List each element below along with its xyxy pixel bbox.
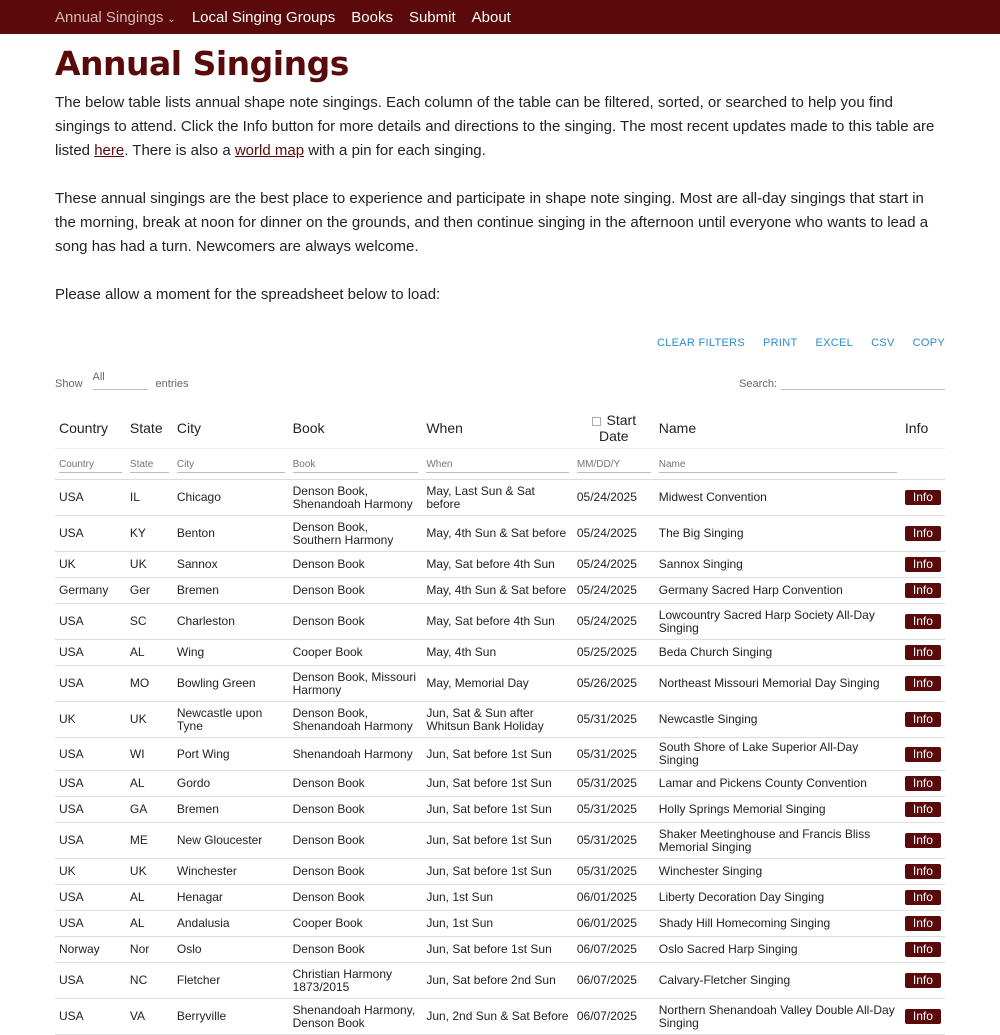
table-row	[55, 823, 945, 859]
checkbox-icon[interactable]	[592, 417, 601, 426]
cell-country: UK	[55, 859, 126, 885]
cell-state: SC	[126, 604, 173, 640]
cell-info	[901, 552, 945, 578]
cell-state: AL	[126, 640, 173, 666]
cell-book: Denson Book	[289, 797, 423, 823]
cell-start-date: 05/26/2025	[573, 666, 655, 702]
cell-start-date: 06/01/2025	[573, 885, 655, 911]
info-button[interactable]: Info	[905, 776, 941, 791]
cell-info	[901, 797, 945, 823]
cell-state: UK	[126, 702, 173, 738]
cell-state: AL	[126, 771, 173, 797]
cell-book: Shenandoah Harmony, Denson Book	[289, 999, 423, 1035]
cell-book: Denson Book	[289, 885, 423, 911]
cell-start-date: 05/24/2025	[573, 516, 655, 552]
cell-city: Winchester	[173, 859, 289, 885]
header-city[interactable]: City	[176, 420, 201, 436]
cell-start-date: 05/31/2025	[573, 823, 655, 859]
table-toolbar	[55, 337, 945, 349]
cell-state: NC	[126, 963, 173, 999]
table-row	[55, 937, 945, 963]
cell-city: Benton	[173, 516, 289, 552]
cell-book: Denson Book	[289, 552, 423, 578]
filter-book-input[interactable]	[293, 457, 419, 473]
cell-country: USA	[55, 604, 126, 640]
cell-book: Denson Book, Missouri Harmony	[289, 666, 423, 702]
cell-name: The Big Singing	[655, 516, 901, 552]
cell-name: Oslo Sacred Harp Singing	[655, 937, 901, 963]
filter-state-input[interactable]	[130, 457, 169, 473]
cell-name: Germany Sacred Harp Convention	[655, 578, 901, 604]
cell-city: Berryville	[173, 999, 289, 1035]
cell-city: Bowling Green	[173, 666, 289, 702]
cell-state: ME	[126, 823, 173, 859]
cell-info	[901, 604, 945, 640]
table-row	[55, 911, 945, 937]
cell-when: Jun, Sat before 1st Sun	[422, 738, 573, 771]
info-button[interactable]: Info	[905, 490, 941, 505]
header-start-date[interactable]	[573, 408, 655, 449]
cell-name: Shady Hill Homecoming Singing	[655, 911, 901, 937]
cell-book: Denson Book	[289, 604, 423, 640]
cell-info	[901, 702, 945, 738]
cell-city: Newcastle upon Tyne	[173, 702, 289, 738]
info-button[interactable]: Info	[905, 802, 941, 817]
cell-city: New Gloucester	[173, 823, 289, 859]
table-row	[55, 738, 945, 771]
cell-name: Lowcountry Sacred Harp Society All-Day Singing	[655, 604, 901, 640]
cell-country: USA	[55, 738, 126, 771]
cell-when: Jun, Sat before 1st Sun	[422, 859, 573, 885]
table-row	[55, 578, 945, 604]
cell-name: Northern Shenandoah Valley Double All-Day Singing	[655, 999, 901, 1035]
cell-state: MO	[126, 666, 173, 702]
info-button[interactable]: Info	[905, 833, 941, 848]
search-label: Search:	[739, 378, 777, 390]
cell-country: Norway	[55, 937, 126, 963]
info-button[interactable]: Info	[905, 645, 941, 660]
cell-name: Shaker Meetinghouse and Francis Bliss Memorial Singing	[655, 823, 901, 859]
cell-city: Charleston	[173, 604, 289, 640]
cell-state: AL	[126, 885, 173, 911]
table-row	[55, 480, 945, 516]
info-button[interactable]: Info	[905, 557, 941, 572]
cell-country: USA	[55, 963, 126, 999]
cell-info	[901, 823, 945, 859]
cell-state: GA	[126, 797, 173, 823]
search-input[interactable]	[781, 371, 945, 390]
cell-country: USA	[55, 911, 126, 937]
table-controls	[55, 371, 945, 390]
table-row	[55, 640, 945, 666]
cell-when: Jun, Sat before 1st Sun	[422, 937, 573, 963]
filter-city-input[interactable]	[177, 457, 285, 473]
cell-start-date: 05/31/2025	[573, 797, 655, 823]
cell-info	[901, 937, 945, 963]
cell-city: Andalusia	[173, 911, 289, 937]
info-button[interactable]: Info	[905, 712, 941, 727]
print-button[interactable]: PRINT	[763, 337, 798, 349]
cell-when: May, Sat before 4th Sun	[422, 604, 573, 640]
table-row	[55, 859, 945, 885]
cell-state: AL	[126, 911, 173, 937]
clear-filters-button[interactable]: CLEAR FILTERS	[656, 337, 746, 349]
cell-info	[901, 911, 945, 937]
cell-name: Midwest Convention	[655, 480, 901, 516]
info-button[interactable]: Info	[905, 676, 941, 691]
cell-info	[901, 963, 945, 999]
table-row	[55, 963, 945, 999]
info-button[interactable]: Info	[905, 747, 941, 762]
cell-city: Wing	[173, 640, 289, 666]
info-button[interactable]: Info	[905, 583, 941, 598]
cell-state: WI	[126, 738, 173, 771]
cell-country: USA	[55, 797, 126, 823]
cell-info	[901, 738, 945, 771]
header-start-label: Start	[606, 412, 637, 428]
main-content	[0, 44, 1000, 1035]
cell-country: USA	[55, 480, 126, 516]
table-row	[55, 702, 945, 738]
cell-when: May, Sat before 4th Sun	[422, 552, 573, 578]
cell-name: South Shore of Lake Superior All-Day Singing	[655, 738, 901, 771]
cell-state: VA	[126, 999, 173, 1035]
cell-when: Jun, 1st Sun	[422, 885, 573, 911]
filter-name-input[interactable]	[659, 457, 897, 473]
nav-about[interactable]: About	[471, 8, 511, 26]
cell-country: Germany	[55, 578, 126, 604]
cell-when: May, 4th Sun & Sat before	[422, 578, 573, 604]
show-entries	[55, 371, 189, 390]
header-row	[55, 408, 945, 449]
cell-state: UK	[126, 552, 173, 578]
cell-when: May, Memorial Day	[422, 666, 573, 702]
cell-info	[901, 885, 945, 911]
intro-text-b: . There is also a	[124, 142, 235, 159]
header-country[interactable]: Country	[59, 420, 109, 436]
cell-state: Ger	[126, 578, 173, 604]
cell-book: Denson Book, Shenandoah Harmony	[289, 480, 423, 516]
cell-book: Denson Book	[289, 771, 423, 797]
table-row	[55, 666, 945, 702]
filter-when-input[interactable]	[426, 457, 569, 473]
info-button[interactable]: Info	[905, 614, 941, 629]
header-date-label: Date	[599, 428, 629, 444]
cell-book: Denson Book	[289, 859, 423, 885]
cell-name: Holly Springs Memorial Singing	[655, 797, 901, 823]
csv-button[interactable]: CSV	[871, 337, 895, 349]
cell-info	[901, 999, 945, 1035]
copy-button[interactable]: COPY	[912, 337, 945, 349]
cell-start-date: 05/31/2025	[573, 738, 655, 771]
cell-state: KY	[126, 516, 173, 552]
cell-country: UK	[55, 552, 126, 578]
table-row	[55, 516, 945, 552]
cell-info	[901, 640, 945, 666]
filter-date-input[interactable]	[577, 457, 651, 473]
description-paragraph: These annual singings are the best place to experience and participate in shape note singing. Most are all-day singings that start in the morning, break at noon for dinner on the grounds, and then continue singing in the afternoon until everyone who wants to lead a song has had a turn. Newcomers are always welcome.	[55, 190, 929, 255]
table-row	[55, 999, 945, 1035]
cell-state: Nor	[126, 937, 173, 963]
excel-button[interactable]: EXCEL	[815, 337, 854, 349]
cell-start-date: 05/24/2025	[573, 578, 655, 604]
table-body	[55, 480, 945, 1035]
cell-book: Denson Book	[289, 578, 423, 604]
intro-text-a: The below table lists annual shape note singings. Each column of the table can be filtered, sorted, or searched to help you find singings to attend. Click the Info button for more details and directions to the singing. The most recent updates made to this table are listed	[55, 94, 935, 159]
cell-info	[901, 666, 945, 702]
info-button[interactable]: Info	[905, 1009, 941, 1024]
table-row	[55, 604, 945, 640]
cell-when: Jun, Sat before 2nd Sun	[422, 963, 573, 999]
cell-country: USA	[55, 516, 126, 552]
cell-start-date: 06/07/2025	[573, 999, 655, 1035]
filter-country-input[interactable]	[59, 457, 122, 473]
header-info: Info	[904, 420, 929, 436]
cell-state: IL	[126, 480, 173, 516]
cell-country: UK	[55, 702, 126, 738]
world-map-link[interactable]: world map	[234, 142, 305, 159]
cell-book: Denson Book, Southern Harmony	[289, 516, 423, 552]
info-button[interactable]: Info	[905, 942, 941, 957]
cell-city: Sannox	[173, 552, 289, 578]
info-button[interactable]: Info	[905, 890, 941, 905]
cell-when: May, 4th Sun & Sat before	[422, 516, 573, 552]
cell-book: Denson Book	[289, 937, 423, 963]
cell-start-date: 05/25/2025	[573, 640, 655, 666]
cell-country: USA	[55, 666, 126, 702]
cell-start-date: 05/24/2025	[573, 480, 655, 516]
cell-city: Bremen	[173, 578, 289, 604]
cell-start-date: 05/31/2025	[573, 702, 655, 738]
cell-country: USA	[55, 771, 126, 797]
cell-when: Jun, 1st Sun	[422, 911, 573, 937]
cell-book: Shenandoah Harmony	[289, 738, 423, 771]
cell-when: Jun, 2nd Sun & Sat Before	[422, 999, 573, 1035]
header-when[interactable]: When	[426, 420, 463, 436]
cell-info	[901, 859, 945, 885]
cell-info	[901, 578, 945, 604]
cell-start-date: 05/24/2025	[573, 552, 655, 578]
nav-books[interactable]: Books	[351, 8, 393, 26]
cell-when: Jun, Sat before 1st Sun	[422, 797, 573, 823]
info-button[interactable]: Info	[905, 526, 941, 541]
nav-annual-singings-label: Annual Singings	[55, 8, 164, 26]
cell-city: Chicago	[173, 480, 289, 516]
cell-when: May, Last Sun & Sat before	[422, 480, 573, 516]
cell-book: Christian Harmony 1873/2015	[289, 963, 423, 999]
singings-table	[55, 408, 945, 1035]
updates-link[interactable]: here	[94, 142, 125, 159]
cell-book: Cooper Book	[289, 640, 423, 666]
cell-start-date: 05/24/2025	[573, 604, 655, 640]
cell-start-date: 05/31/2025	[573, 859, 655, 885]
cell-name: Calvary-Fletcher Singing	[655, 963, 901, 999]
info-button[interactable]: Info	[905, 864, 941, 879]
cell-start-date: 05/31/2025	[573, 771, 655, 797]
cell-city: Port Wing	[173, 738, 289, 771]
info-button[interactable]: Info	[905, 973, 941, 988]
cell-country: USA	[55, 823, 126, 859]
navbar	[0, 0, 1000, 34]
cell-state: UK	[126, 859, 173, 885]
cell-country: USA	[55, 640, 126, 666]
cell-city: Fletcher	[173, 963, 289, 999]
nav-local-singing-groups[interactable]: Local Singing Groups	[191, 8, 336, 26]
table-row	[55, 797, 945, 823]
cell-info	[901, 480, 945, 516]
loading-note: Please allow a moment for the spreadsheet below to load:	[55, 286, 441, 303]
search-box	[739, 371, 945, 390]
cell-when: Jun, Sat before 1st Sun	[422, 823, 573, 859]
cell-start-date: 06/07/2025	[573, 963, 655, 999]
cell-book: Cooper Book	[289, 911, 423, 937]
cell-city: Henagar	[173, 885, 289, 911]
cell-country: USA	[55, 885, 126, 911]
cell-name: Northeast Missouri Memorial Day Singing	[655, 666, 901, 702]
cell-city: Oslo	[173, 937, 289, 963]
cell-name: Winchester Singing	[655, 859, 901, 885]
cell-book: Denson Book	[289, 823, 423, 859]
show-label: Show	[55, 378, 83, 390]
header-book[interactable]: Book	[292, 420, 325, 436]
cell-name: Lamar and Pickens County Convention	[655, 771, 901, 797]
cell-info	[901, 516, 945, 552]
intro-text-c: with a pin for each singing.	[304, 142, 486, 159]
info-button[interactable]: Info	[905, 916, 941, 931]
nav-annual-singings[interactable]	[55, 9, 176, 26]
nav-submit[interactable]: Submit	[408, 8, 456, 26]
cell-name: Newcastle Singing	[655, 702, 901, 738]
cell-when: Jun, Sat before 1st Sun	[422, 771, 573, 797]
header-state[interactable]: State	[129, 420, 163, 436]
cell-when: May, 4th Sun	[422, 640, 573, 666]
cell-city: Gordo	[173, 771, 289, 797]
intro-paragraph	[55, 91, 945, 163]
cell-book: Denson Book, Shenandoah Harmony	[289, 702, 423, 738]
cell-info	[901, 771, 945, 797]
cell-start-date: 06/07/2025	[573, 937, 655, 963]
cell-name: Liberty Decoration Day Singing	[655, 885, 901, 911]
filter-row	[55, 449, 945, 480]
table-row	[55, 885, 945, 911]
cell-country: USA	[55, 999, 126, 1035]
cell-start-date: 06/01/2025	[573, 911, 655, 937]
table-row	[55, 771, 945, 797]
cell-city: Bremen	[173, 797, 289, 823]
entries-label: entries	[155, 378, 189, 390]
header-name[interactable]: Name	[658, 420, 697, 436]
cell-name: Beda Church Singing	[655, 640, 901, 666]
cell-name: Sannox Singing	[655, 552, 901, 578]
page-title: Annual Singings	[55, 44, 349, 83]
chevron-down-icon: ⌄	[167, 13, 176, 25]
table-row	[55, 552, 945, 578]
show-entries-select[interactable]: All	[93, 371, 148, 390]
cell-when: Jun, Sat & Sun after Whitsun Bank Holiday	[422, 702, 573, 738]
